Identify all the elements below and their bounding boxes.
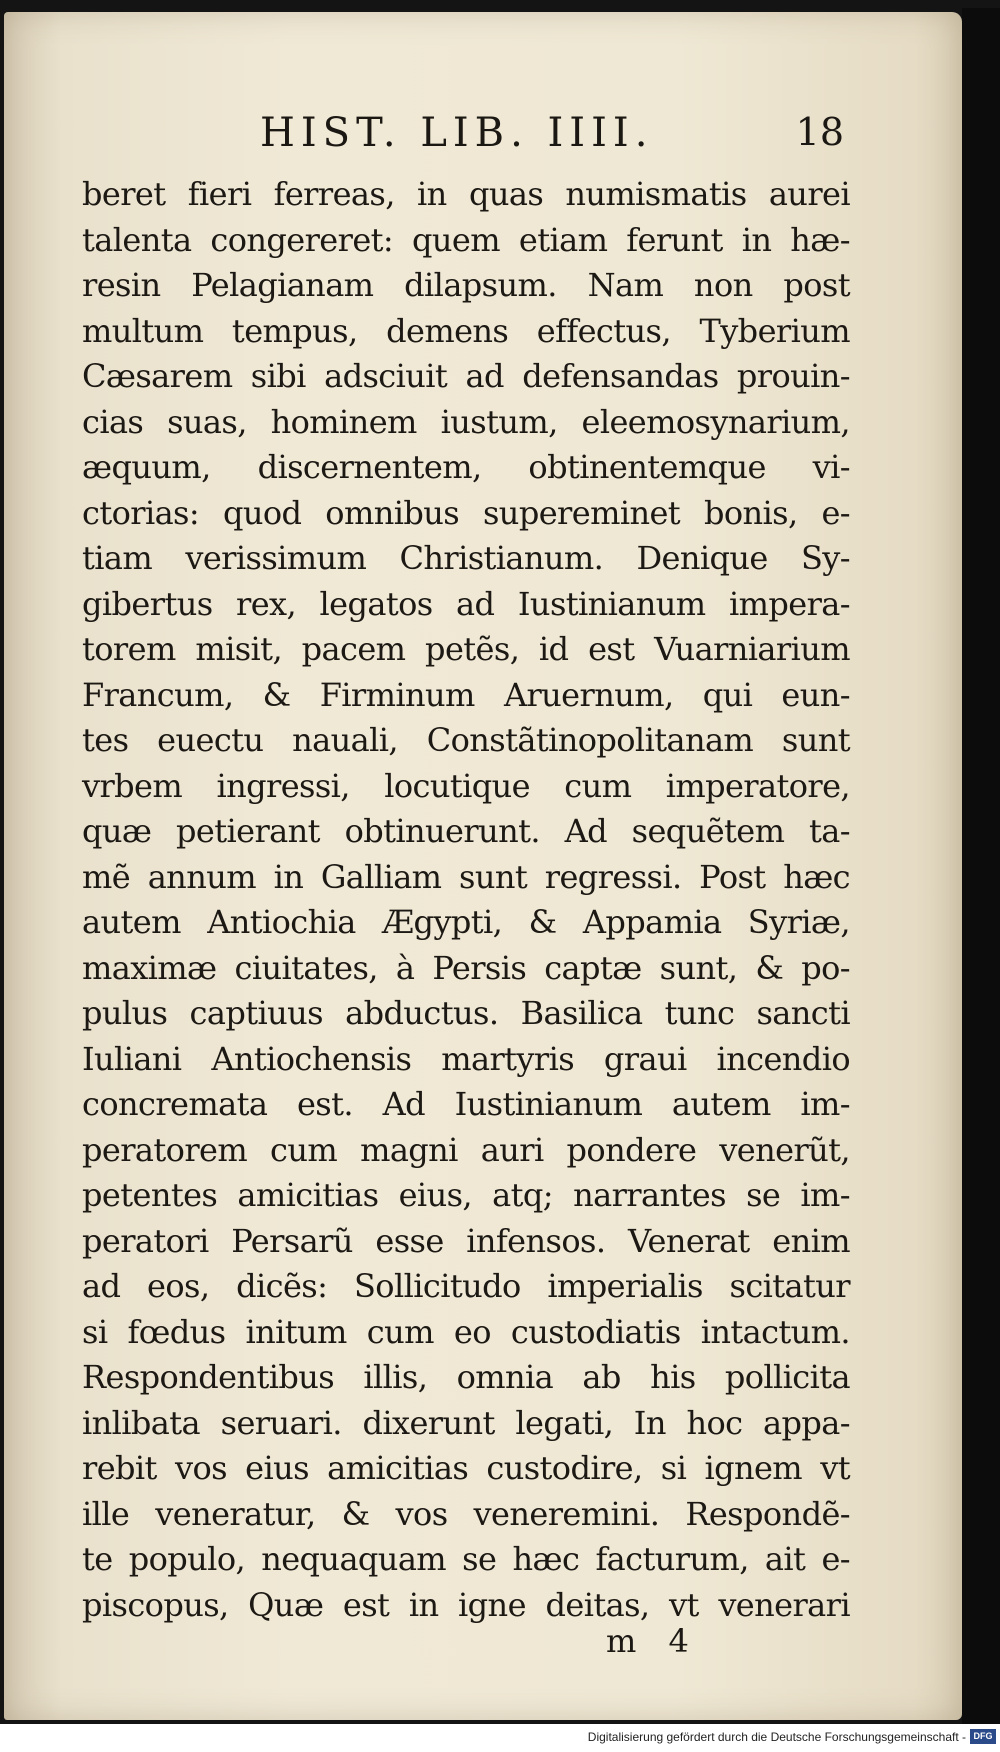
text-line: inlibata seruari. dixerunt legati, In hoc appa- — [82, 1403, 850, 1442]
text-line: quæ petierant obtinuerunt. Ad sequẽtem ta- — [82, 812, 850, 850]
footer-bar — [0, 1724, 1000, 1752]
text-line: gibertus rex, legatos ad Iustinianum impera- — [82, 584, 850, 623]
text-line: te populo, nequaquam se hæc facturum, ait e- — [82, 1540, 850, 1578]
text-line: tiam verissimum Christianum. Denique Sy- — [82, 539, 850, 577]
page-number: 18 — [795, 110, 844, 154]
text-line: ille veneratur, & vos veneremini. Respondẽ- — [82, 1494, 850, 1533]
book-page — [4, 12, 962, 1720]
text-line: resin Pelagianam dilapsum. Nam non post — [82, 266, 850, 304]
text-line: ctorias: quod omnibus supereminet bonis, e- — [82, 493, 850, 532]
text-line: tes euectu nauali, Constãtinopolitanam sunt — [82, 721, 850, 759]
dfg-logo-icon: DFG — [970, 1729, 996, 1744]
running-head: HIST. LIB. IIII. — [260, 110, 654, 156]
text-line: si fœdus initum cum eo custodiatis intactum. — [82, 1312, 850, 1351]
text-line: concremata est. Ad Iustinianum autem im- — [82, 1085, 850, 1123]
text-line: rebit vos eius amicitias custodire, si ignem vt — [82, 1449, 850, 1487]
text-line: cias suas, hominem iustum, eleemosynarium, — [82, 402, 850, 441]
text-line: torem misit, pacem petẽs, id est Vuarniarium — [82, 630, 850, 668]
scan-border — [962, 8, 1000, 1724]
text-line: Cæsarem sibi adsciuit ad defensandas prouin- — [82, 357, 850, 395]
text-line: peratorem cum magni auri pondere venerũt, — [82, 1130, 850, 1169]
text-line: ad eos, dicẽs: Sollicitudo imperialis scitatur — [82, 1267, 850, 1305]
text-line: æquum, discernentem, obtinentemque vi- — [82, 448, 850, 486]
text-line: peratori Persarũ esse infensos. Venerat enim — [82, 1221, 850, 1260]
text-line: beret fieri ferreas, in quas numismatis aurei — [82, 175, 850, 213]
text-line: Iuliani Antiochensis martyris graui incendio — [82, 1039, 850, 1078]
text-line: Francum, & Firminum Aruernum, qui eun- — [82, 675, 850, 714]
text-line: mẽ annum in Galliam sunt regressi. Post hæc — [82, 857, 850, 896]
text-line: autem Antiochia Ægypti, & Appamia Syriæ, — [82, 903, 850, 941]
text-line: vrbem ingressi, locutique cum imperatore, — [82, 766, 850, 805]
text-line: piscopus, Quæ est in igne deitas, vt venerari — [82, 1585, 850, 1624]
text-line: maximæ ciuitates, à Persis captæ sunt, & po- — [82, 948, 850, 987]
text-line: pulus captiuus abductus. Basilica tunc sancti — [82, 994, 850, 1032]
text-line: multum tempus, demens effectus, Tyberium — [82, 311, 850, 350]
body-text — [82, 172, 850, 1628]
page-header — [84, 110, 844, 164]
text-line: Respondentibus illis, omnia ab his pollicita — [82, 1358, 850, 1396]
funding-credit: Digitalisierung gefördert durch die Deutsche Forschungsgemeinschaft - — [587, 1730, 966, 1744]
signature-mark: m 4 — [606, 1622, 689, 1660]
text-line: talenta congereret: quem etiam ferunt in hæ- — [82, 220, 850, 259]
text-line: petentes amicitias eius, atq; narrantes se im- — [82, 1176, 850, 1214]
